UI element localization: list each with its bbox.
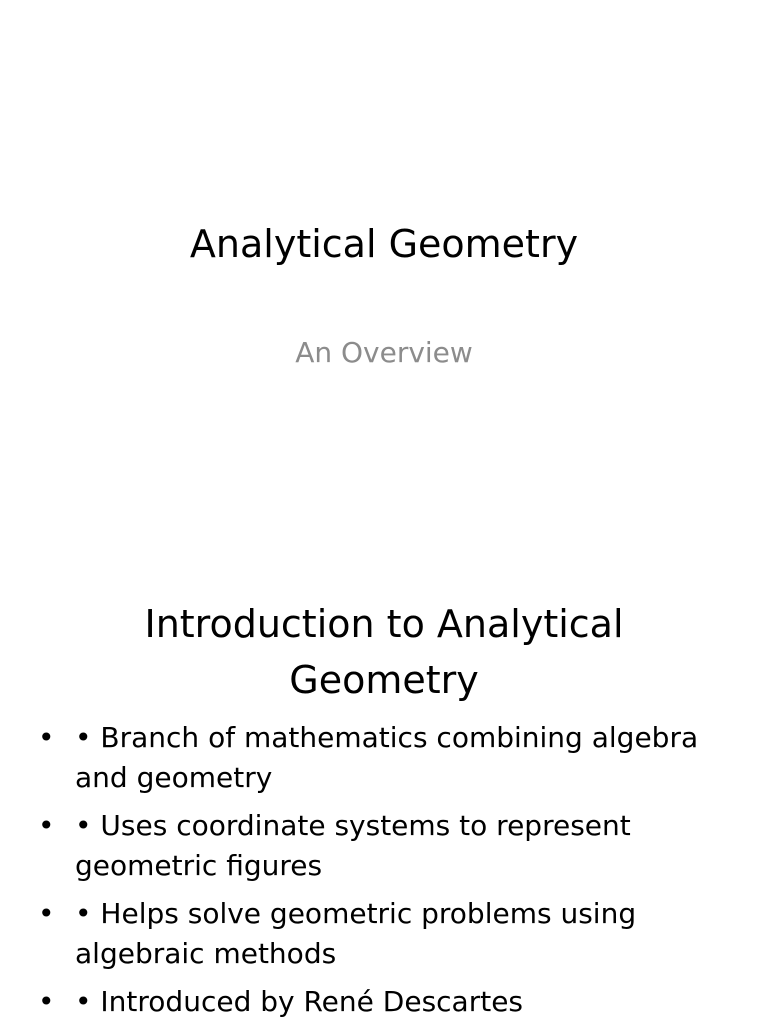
list-item [38,894,728,974]
list-item [38,982,728,1022]
bullet-text: • Introduced by René Descartes [75,985,524,1018]
bullet-marker: • [38,985,55,1018]
bullet-marker: • [38,721,55,754]
bullet-marker: • [38,809,55,842]
bullet-marker: • [38,897,55,930]
content-slide [0,576,768,1024]
list-item [38,806,728,886]
bullet-text: • Branch of mathematics combining algebra and geometry [75,721,699,794]
list-item [38,718,728,798]
slide-title: Introduction to Analytical Geometry [144,602,624,702]
bullet-text: • Uses coordinate systems to represent geometric figures [75,809,631,882]
slide-subtitle: An Overview [295,336,473,369]
bullet-text: • Helps solve geometric problems using algebraic methods [75,897,637,970]
slide-title: Analytical Geometry [189,222,579,266]
bullet-list [38,718,728,1030]
